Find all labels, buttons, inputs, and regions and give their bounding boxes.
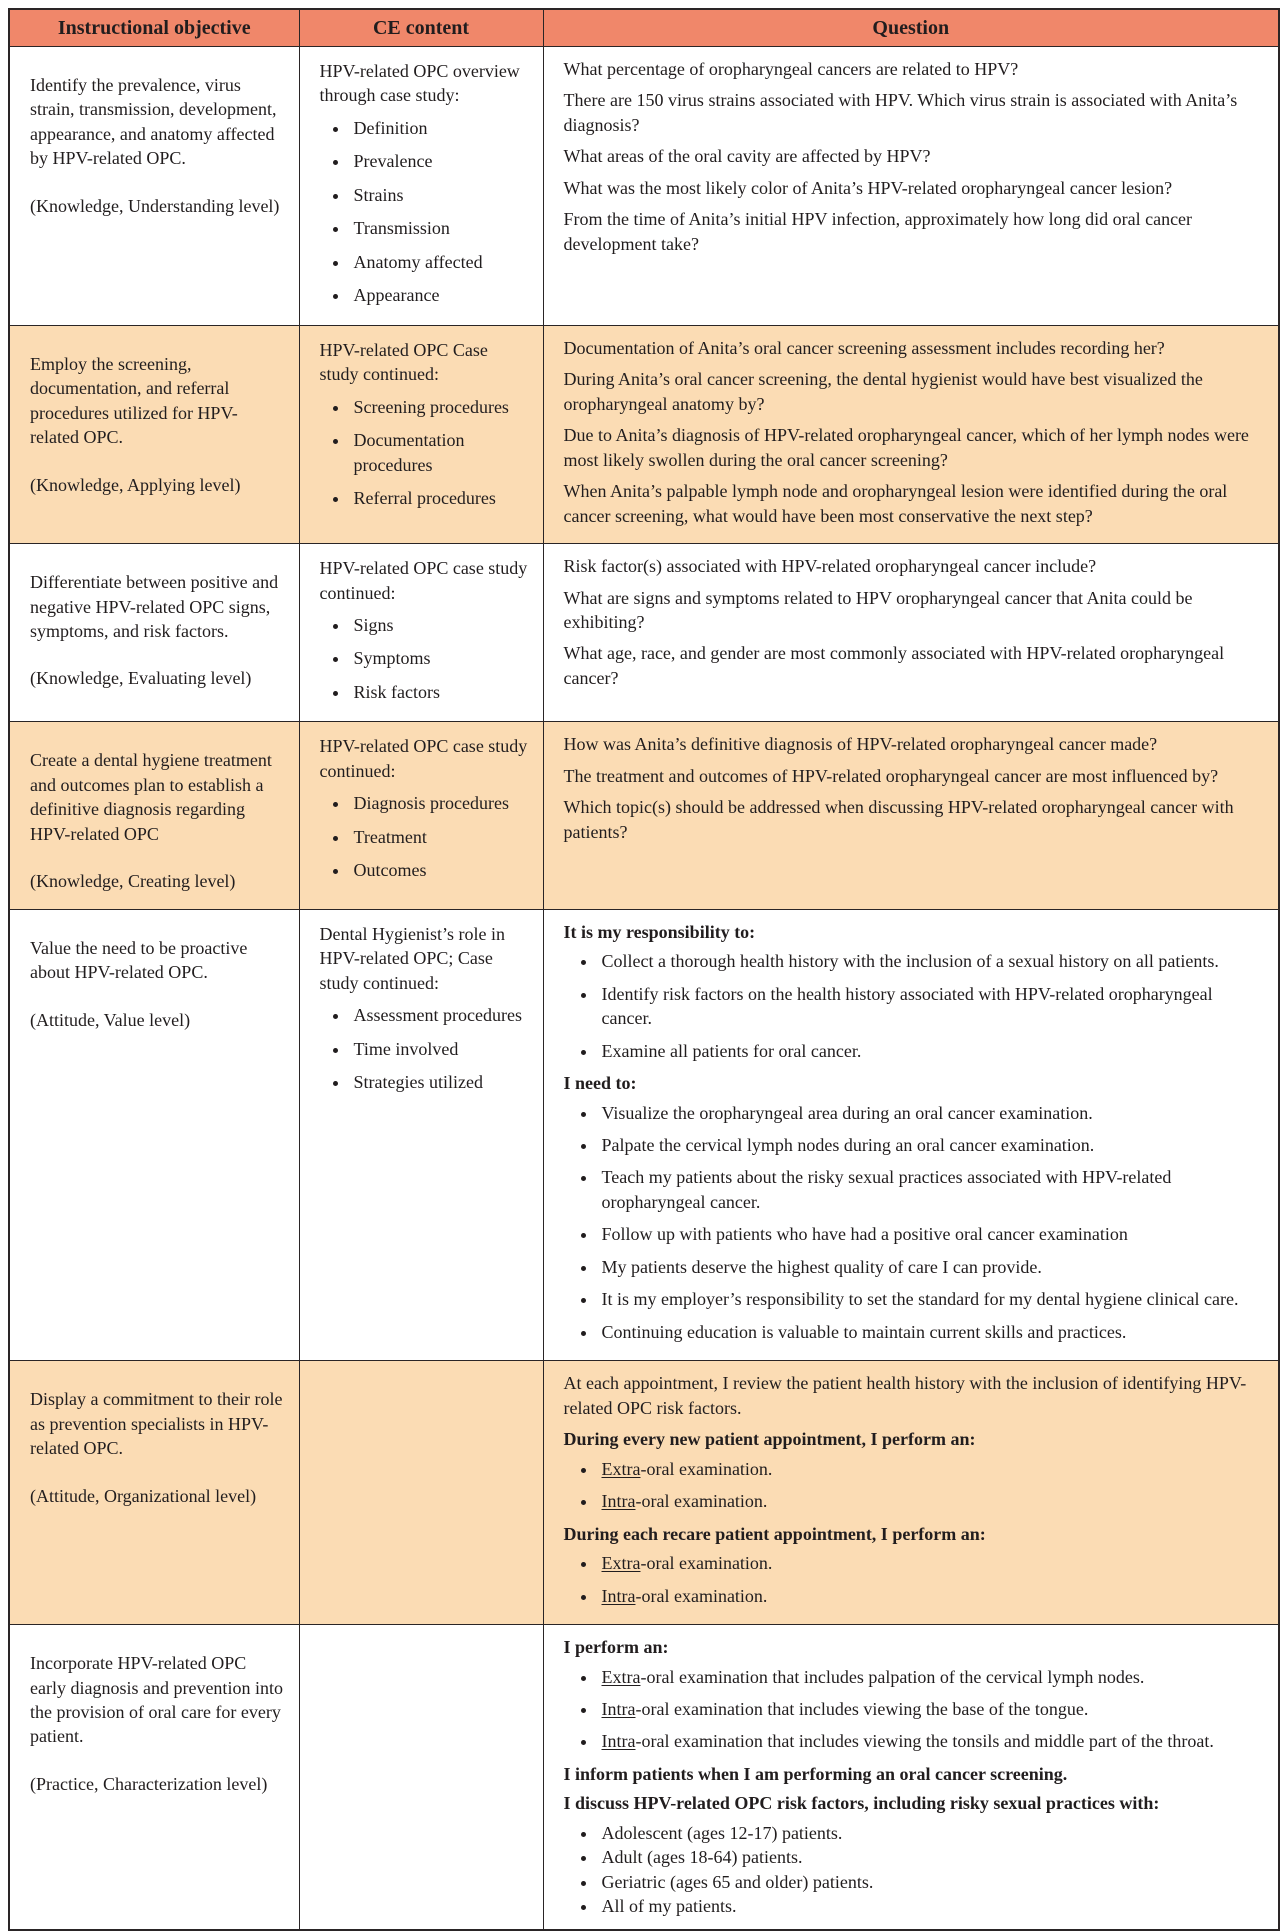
- table-row: [9, 544, 1279, 722]
- question-bullet-list: [564, 1665, 1265, 1754]
- bloom-level-text: (Knowledge, Understanding level): [30, 195, 280, 216]
- column-header-ce-content: CE content: [299, 9, 543, 47]
- question-bullet-item: • Adult (ages 18-64) patients.: [598, 1845, 1265, 1869]
- question-text: What are signs and symptoms related to HPV oropharyngeal cancer that Anita could be exhibiting?: [563, 587, 1193, 632]
- ce-bullet-item: • Transmission: [350, 216, 529, 240]
- bloom-level-text: (Attitude, Value level): [30, 1009, 191, 1030]
- question-heading: I inform patients when I am performing an oral cancer screening.: [563, 1763, 1068, 1784]
- ce-bullet-item: • Risk factors: [350, 680, 529, 704]
- question-text: What percentage of oropharyngeal cancers are related to HPV?: [563, 59, 1019, 79]
- objective-text: Employ the screening, documentation, and referral procedures utilized for HPV-related OPC.: [30, 353, 238, 448]
- table-row: [9, 1625, 1279, 1930]
- ce-bullet-list: [320, 613, 529, 704]
- bloom-level-text: (Knowledge, Applying level): [30, 474, 241, 495]
- question-text: Which topic(s) should be addressed when discussing HPV-related oropharyngeal cancer with patients?: [563, 797, 1234, 842]
- ce-bullet-list: [320, 395, 529, 511]
- bloom-level-text: (Knowledge, Creating level): [30, 871, 236, 892]
- ce-intro-text: Dental Hygienist’s role in HPV-related OPC; Case study continued:: [319, 923, 505, 993]
- ce-bullet-item: • Prevalence: [350, 149, 529, 173]
- question-bullet-item: • It is my employer’s responsibility to set the standard for my dental hygiene clinical care.: [598, 1287, 1265, 1311]
- question-heading: I need to:: [563, 1073, 637, 1094]
- question-bullet-item: • Extra-oral examination.: [598, 1457, 1265, 1481]
- question-bullet-item: • Visualize the oropharyngeal area during an oral cancer examination.: [598, 1101, 1265, 1125]
- question-text: When Anita’s palpable lymph node and oropharyngeal lesion were identified during the oral cancer screening, what would have been most conservative the next step?: [563, 481, 1228, 526]
- question-cell: [543, 722, 1279, 909]
- ce-bullet-item: • Assessment procedures: [350, 1003, 529, 1027]
- question-text: Due to Anita’s diagnosis of HPV-related oropharyngeal cancer, which of her lymph nodes were most likely swollen during the oral cancer screening?: [563, 425, 1249, 470]
- ce-bullet-item: • Appearance: [350, 283, 529, 307]
- question-cell: [543, 1625, 1279, 1930]
- ce-bullet-list: [320, 791, 529, 882]
- question-text: Risk factor(s) associated with HPV-related oropharyngeal cancer include?: [563, 556, 1097, 577]
- column-header-question: Question: [543, 9, 1279, 47]
- question-bullet-item: • Examine all patients for oral cancer.: [598, 1039, 1265, 1063]
- ce-intro-text: HPV-related OPC case study continued:: [319, 736, 528, 781]
- table-row: [9, 325, 1279, 543]
- objective-cell: [9, 325, 299, 543]
- question-heading: I perform an:: [563, 1637, 669, 1658]
- question-text: How was Anita’s definitive diagnosis of HPV-related oropharyngeal cancer made?: [563, 734, 1158, 755]
- ce-intro-text: HPV-related OPC Case study continued:: [319, 339, 488, 385]
- ce-bullet-item: • Referral procedures: [350, 486, 529, 510]
- ce-content-cell: [299, 1625, 543, 1930]
- objective-text: Differentiate between positive and negative HPV-related OPC signs, symptoms, and risk factors.: [30, 572, 279, 641]
- question-bullet-item: • Collect a thorough health history with the inclusion of a sexual history on all patients.: [598, 949, 1265, 973]
- table-body: [9, 47, 1279, 1930]
- question-bullet-item: • Geriatric (ages 65 and older) patients.: [598, 1870, 1265, 1894]
- table-row: [9, 909, 1279, 1361]
- ce-bullet-item: • Definition: [350, 116, 529, 140]
- question-cell: [543, 544, 1279, 722]
- question-heading: During every new patient appointment, I perform an:: [563, 1429, 976, 1450]
- objective-cell: [9, 1625, 299, 1930]
- ce-intro-text: HPV-related OPC overview through case study:: [319, 61, 520, 106]
- ce-course-table: [8, 8, 1280, 1931]
- ce-bullet-item: • Screening procedures: [350, 395, 529, 419]
- question-heading: During each recare patient appointment, I perform an:: [563, 1523, 986, 1544]
- ce-bullet-item: • Documentation procedures: [350, 428, 529, 477]
- bloom-level-text: (Attitude, Organizational level): [30, 1485, 257, 1506]
- objective-cell: [9, 47, 299, 326]
- question-bullet-list: [564, 1551, 1265, 1608]
- question-heading: It is my responsibility to:: [563, 921, 756, 942]
- objective-text: Incorporate HPV-related OPC early diagnosis and prevention into the provision of oral care for every patient.: [30, 1653, 283, 1747]
- objective-text: Display a commitment to their role as prevention specialists in HPV-related OPC.: [30, 1389, 283, 1459]
- question-bullet-item: • Continuing education is valuable to maintain current skills and practices.: [598, 1320, 1265, 1344]
- question-bullet-item: • Intra-oral examination that includes viewing the base of the tongue.: [598, 1697, 1265, 1721]
- question-bullet-item: • Adolescent (ages 12-17) patients.: [598, 1821, 1265, 1845]
- table-row: [9, 1361, 1279, 1625]
- header-row: [9, 9, 1279, 47]
- question-bullet-list: [564, 949, 1265, 1063]
- question-bullet-item: • Palpate the cervical lymph nodes during an oral cancer examination.: [598, 1133, 1265, 1157]
- ce-bullet-item: • Treatment: [350, 825, 529, 849]
- ce-content-cell: [299, 1361, 543, 1625]
- objective-cell: [9, 1361, 299, 1625]
- question-bullet-item: • Teach my patients about the risky sexual practices associated with HPV-related oropharyngeal cancer.: [598, 1165, 1265, 1214]
- question-bullet-list: [564, 1101, 1265, 1345]
- objective-cell: [9, 544, 299, 722]
- question-text: The treatment and outcomes of HPV-related oropharyngeal cancer are most influenced by?: [563, 765, 1219, 786]
- question-cell: [543, 47, 1279, 326]
- question-text: From the time of Anita’s initial HPV infection, approximately how long did oral cancer development take?: [563, 209, 1193, 254]
- question-cell: [543, 1361, 1279, 1625]
- question-text: At each appointment, I review the patient health history with the inclusion of identifying HPV-related OPC risk factors.: [563, 1373, 1247, 1418]
- question-text: What age, race, and gender are most commonly associated with HPV-related oropharyngeal cancer?: [563, 643, 1225, 688]
- question-text: Documentation of Anita’s oral cancer screening assessment includes recording her?: [563, 337, 1165, 358]
- ce-bullet-list: [320, 116, 529, 308]
- ce-content-cell: [299, 722, 543, 909]
- ce-bullet-item: • Strategies utilized: [350, 1070, 529, 1094]
- question-text: What areas of the oral cavity are affected by HPV?: [563, 146, 931, 167]
- ce-content-cell: [299, 47, 543, 326]
- ce-bullet-item: • Anatomy affected: [350, 250, 529, 274]
- ce-bullet-list: [320, 1003, 529, 1094]
- objective-text: Create a dental hygiene treatment and outcomes plan to establish a definitive diagnosis regarding HPV-related OPC: [30, 750, 272, 844]
- question-bullet-item: • My patients deserve the highest quality of care I can provide.: [598, 1255, 1265, 1279]
- question-text: During Anita’s oral cancer screening, the dental hygienist would have best visualized the oropharyngeal anatomy by?: [563, 369, 1203, 414]
- table-row: [9, 47, 1279, 326]
- objective-text: Identify the prevalence, virus strain, transmission, development, appearance, and anatomy affected by HPV-related OPC.: [30, 75, 277, 169]
- ce-bullet-item: • Diagnosis procedures: [350, 791, 529, 815]
- question-cell: [543, 909, 1279, 1361]
- question-bullet-item: • Intra-oral examination.: [598, 1584, 1265, 1608]
- ce-intro-text: HPV-related OPC case study continued:: [319, 558, 528, 603]
- objective-cell: [9, 909, 299, 1361]
- question-bullet-list: [564, 1457, 1265, 1514]
- ce-bullet-item: • Signs: [350, 613, 529, 637]
- bloom-level-text: (Practice, Characterization level): [30, 1773, 268, 1794]
- objective-text: Value the need to be proactive about HPV-related OPC.: [30, 937, 248, 983]
- question-bullet-item: • Extra-oral examination.: [598, 1551, 1265, 1575]
- ce-content-cell: [299, 325, 543, 543]
- objective-cell: [9, 722, 299, 909]
- question-text: There are 150 virus strains associated with HPV. Which virus strain is associated with Anita’s diagnosis?: [563, 90, 1238, 135]
- question-bullet-item: • All of my patients.: [598, 1894, 1265, 1918]
- question-bullet-item: • Intra-oral examination that includes viewing the tonsils and middle part of the throat.: [598, 1729, 1265, 1753]
- question-bullet-item: • Extra-oral examination that includes palpation of the cervical lymph nodes.: [598, 1665, 1265, 1689]
- ce-content-cell: [299, 909, 543, 1361]
- question-heading: I discuss HPV-related OPC risk factors, including risky sexual practices with:: [563, 1793, 1160, 1814]
- ce-bullet-item: • Strains: [350, 183, 529, 207]
- question-bullet-item: • Intra-oral examination.: [598, 1489, 1265, 1513]
- bloom-level-text: (Knowledge, Evaluating level): [30, 668, 252, 689]
- table-row: [9, 722, 1279, 909]
- ce-bullet-item: • Symptoms: [350, 646, 529, 670]
- table-header: [9, 9, 1279, 47]
- ce-bullet-item: • Outcomes: [350, 858, 529, 882]
- ce-content-cell: [299, 544, 543, 722]
- question-bullet-list: [564, 1821, 1265, 1919]
- question-bullet-item: • Follow up with patients who have had a positive oral cancer examination: [598, 1222, 1265, 1246]
- question-bullet-item: • Identify risk factors on the health history associated with HPV-related oropharyngeal cancer.: [598, 982, 1265, 1031]
- question-cell: [543, 325, 1279, 543]
- ce-bullet-item: • Time involved: [350, 1037, 529, 1061]
- column-header-objective: Instructional objective: [9, 9, 299, 47]
- question-text: What was the most likely color of Anita’s HPV-related oropharyngeal cancer lesion?: [563, 177, 1173, 198]
